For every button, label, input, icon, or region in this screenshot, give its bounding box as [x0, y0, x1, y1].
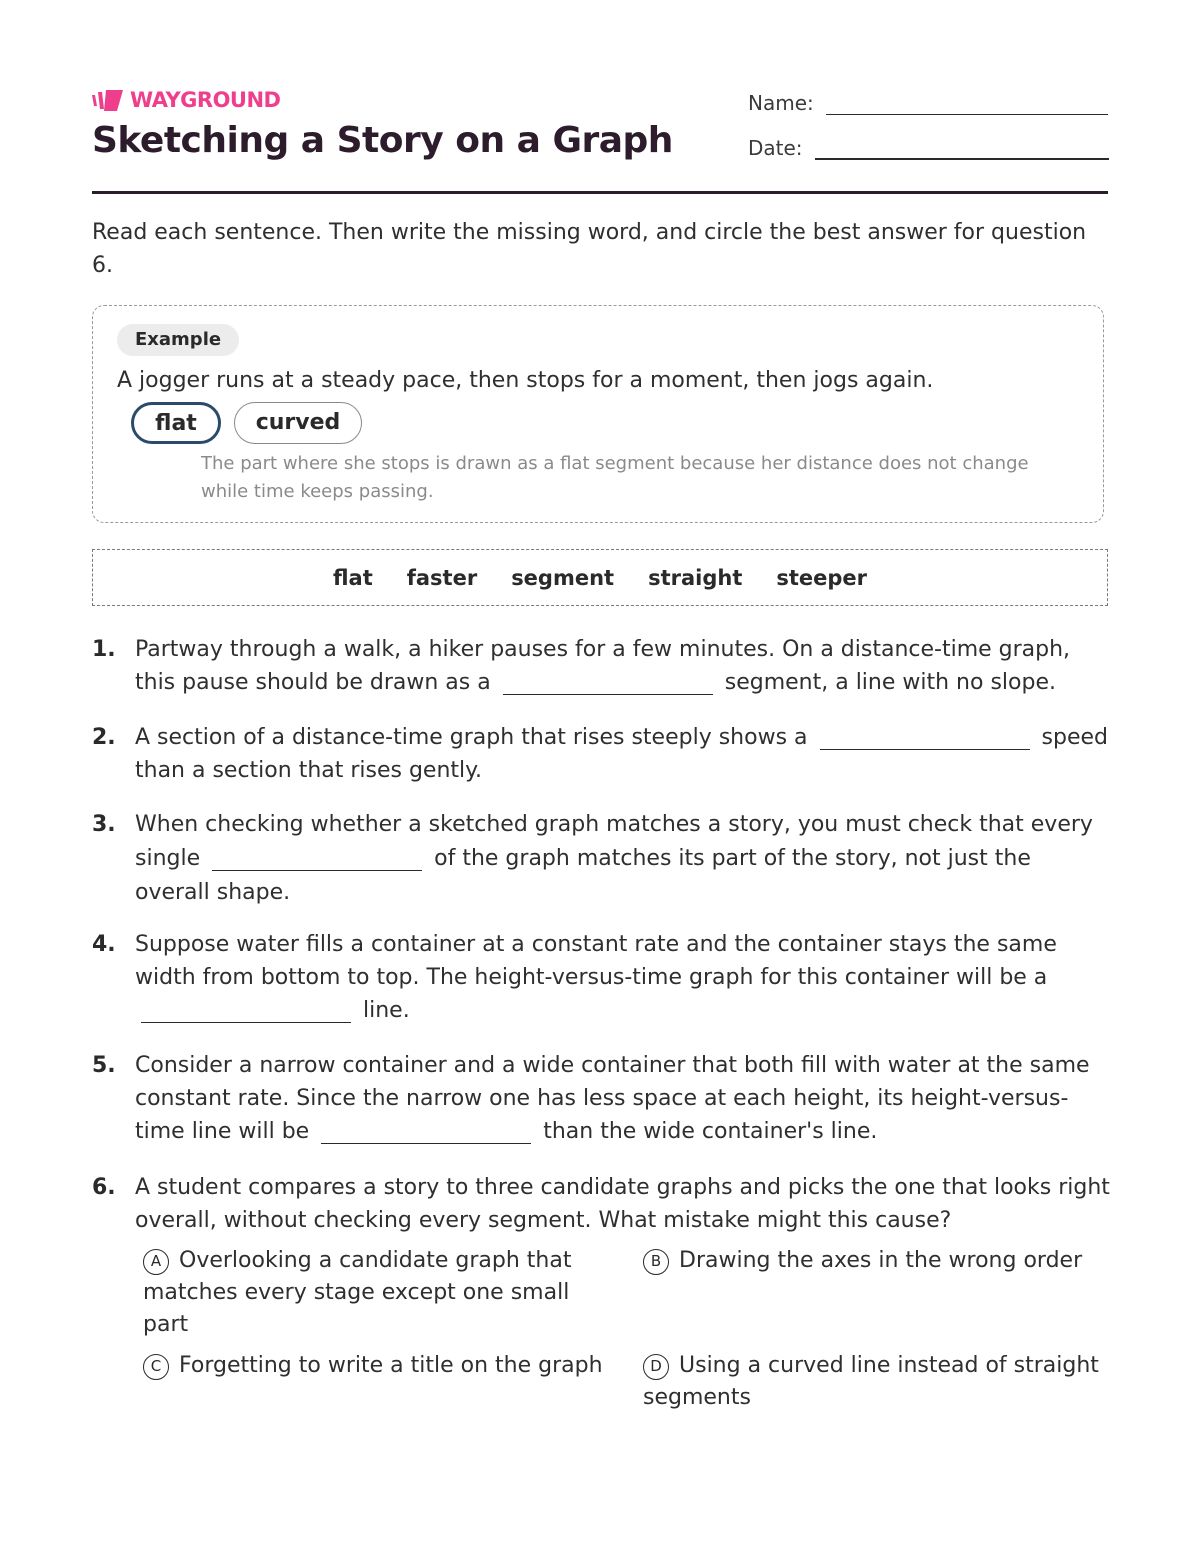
choice-bubble[interactable]: D [643, 1354, 669, 1380]
example-option-curved[interactable]: curved [234, 402, 362, 444]
question-number: 2. [92, 725, 116, 750]
instructions: Read each sentence. Then write the missing word, and circle the best answer for question 6. [92, 220, 1087, 278]
question-number: 5. [92, 1053, 116, 1078]
word-bank [92, 549, 1108, 606]
example-sentence: A jogger runs at a steady pace, then stops for a moment, then jogs again. [117, 368, 934, 393]
answer-blank[interactable] [141, 998, 351, 1023]
question-text: Suppose water fills a container at a constant rate and the container stays the same width from bottom to top. The height-versus-time graph for this container will be aline. [135, 932, 1057, 1023]
worksheet-page [92, 0, 1108, 1552]
example-badge: Example [117, 324, 239, 356]
choice-d[interactable]: D Using a curved line instead of straight segments [643, 1353, 1099, 1410]
answer-blank[interactable] [321, 1119, 531, 1144]
word-bank-item: steeper [776, 565, 868, 590]
choice-c[interactable]: C Forgetting to write a title on the graph [143, 1350, 603, 1382]
example-option-flat[interactable]: flat [131, 402, 221, 444]
date-field-row [748, 132, 1109, 160]
choice-bubble[interactable]: C [143, 1354, 169, 1380]
question-number: 1. [92, 637, 116, 662]
date-field[interactable] [815, 132, 1109, 160]
answer-blank[interactable] [820, 725, 1030, 750]
example-box [92, 305, 1104, 523]
question-number: 4. [92, 932, 116, 957]
page-title: Sketching a Story on a Graph [92, 120, 673, 161]
wayground-logo-icon [92, 88, 124, 112]
example-explanation: The part where she stops is drawn as a flat segment because her distance does not change while time keeps passing. [201, 453, 1029, 502]
name-field[interactable] [826, 88, 1108, 115]
brand-name: WAYGROUND [130, 88, 281, 112]
question-number: 3. [92, 812, 116, 837]
header-divider [92, 191, 1108, 194]
name-field-row [748, 88, 1108, 115]
question-text: A student compares a story to three candidate graphs and picks the one that looks right overall, without checking every segment. What mistake might this cause? [135, 1175, 1110, 1233]
word-bank-item: faster [406, 565, 478, 590]
question-text: When checking whether a sketched graph matches a story, you must check that every single of the graph matches its part of the story, not just the overall shape. [135, 812, 1093, 905]
name-label: Name: [748, 91, 814, 115]
choice-bubble[interactable]: B [643, 1249, 669, 1275]
word-bank-item: segment [511, 565, 615, 590]
word-bank-item: straight [648, 565, 743, 590]
question-text: Consider a narrow container and a wide container that both fill with water at the same constant rate. Since the narrow one has less space at each height, its height-versus-time line will be than the wide container's line. [135, 1053, 1090, 1144]
question-number: 6. [92, 1175, 116, 1200]
answer-blank[interactable] [212, 846, 422, 871]
question-text: A section of a distance-time graph that rises steeply shows a speed than a section that rises gently. [135, 725, 1108, 783]
answer-blank[interactable] [503, 670, 713, 695]
date-label: Date: [748, 136, 803, 160]
choice-b[interactable]: B Drawing the axes in the wrong order [643, 1245, 1103, 1277]
choice-a[interactable]: A Overlooking a candidate graph that matches every stage except one small part [143, 1248, 572, 1337]
brand-logo [92, 86, 281, 114]
choice-bubble[interactable]: A [143, 1249, 169, 1275]
word-bank-item: flat [332, 565, 373, 590]
question-text: Partway through a walk, a hiker pauses for a few minutes. On a distance-time graph, this pause should be drawn as a segment, a line with no slope. [135, 637, 1071, 695]
